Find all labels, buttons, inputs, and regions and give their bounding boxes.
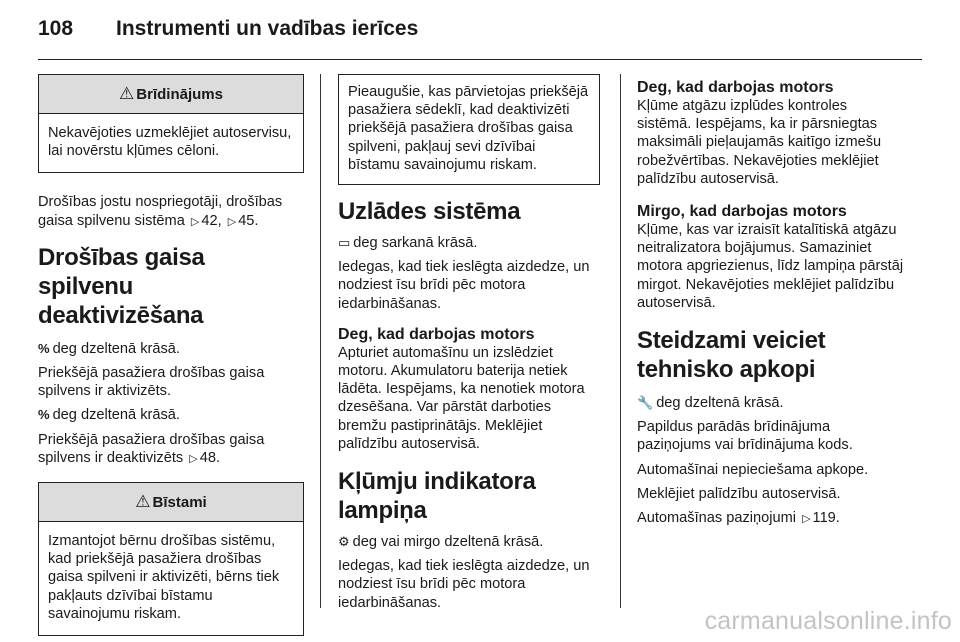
service-line: 🔧 deg dzeltenā krāsā.	[637, 395, 784, 412]
column-1	[38, 74, 304, 642]
engine-flashing-text: Kļūme, kas var izraisīt katalītiskā atgāzu neitralizatora bojājumus. Samaziniet motora apgriezienus, līdz lampiņa pārstāj mirgot. Nekavējoties meklējiet palīdzību autoservisā.	[637, 222, 904, 311]
charging-sub-text: Apturiet automašīnu un izslēdziet motoru. Akumulatoru baterija netiek lādēta. Iespējams, ka nenotiek motora dzesēšana. Var pārstāt darboties bremžu pastiprinātājs. Meklējiet palīdzību autoservisā.	[338, 344, 585, 452]
header-rule	[38, 59, 922, 60]
airbag-on-line: % deg dzeltenā krāsā.	[38, 340, 180, 357]
page-ref-icon: ▷	[802, 513, 811, 526]
airbag-off-line: % deg dzeltenā krāsā.	[38, 407, 180, 424]
airbag-off-text: Priekšējā pasažiera drošības gaisa spilvens ir deaktivizēts ▷ 48.	[38, 431, 265, 466]
engine-flashing-subheading: Mirgo, kad darbojas motors	[637, 203, 847, 221]
charging-text: Iedegas, kad tiek ieslēgta aizdedze, un nodziest īsu brīdi pēc motora iedarbināšanas.	[338, 259, 590, 312]
service-text-1: Papildus parādās brīdinājuma paziņojums vai brīdinājuma kods.	[637, 419, 853, 454]
battery-icon: ▭	[338, 235, 351, 251]
page-header	[38, 17, 418, 47]
airbag-on-icon: %	[38, 340, 50, 356]
warning-box-header	[39, 75, 303, 114]
warning-box	[38, 74, 304, 173]
column-3	[637, 74, 905, 534]
airbag-on-text: Priekšējā pasažiera drošības gaisa spilvens ir aktivizēts.	[38, 365, 265, 400]
danger-box-title: Bīstami	[152, 493, 207, 511]
page-ref-icon: ▷	[189, 452, 198, 465]
charging-system-heading: Uzlādes sistēma	[338, 198, 521, 226]
airbag-off-icon: %	[38, 407, 50, 423]
danger-box-continued	[338, 74, 600, 185]
wrench-icon: 🔧	[637, 395, 654, 411]
airbag-paragraph: Drošības jostu nospriegotāji, drošības gaisa spilvenu sistēma ▷ 42, ▷ 45.	[38, 194, 283, 229]
running-title: Instrumenti un vadības ierīces	[116, 17, 419, 40]
danger-box-text: Izmantojot bērnu drošības sistēmu, kad priekšējā pasažiera drošības gaisa spilveni ir aktivizēti, bērns tiek pakļauts dzīvībai bīstamu savainojumu riskam.	[48, 533, 280, 622]
warning-box-title: Brīdinājums	[136, 85, 223, 103]
page-number: 108	[38, 17, 74, 40]
service-text-3: Meklējiet palīdzību autoservisā.	[637, 485, 841, 502]
engine-running-subheading: Deg, kad darbojas motors	[637, 79, 834, 96]
page-ref-icon: ▷	[190, 215, 200, 228]
page-ref-icon: ▷	[227, 215, 237, 228]
column-divider-2	[620, 74, 621, 608]
mil-heading: Kļūmju indikatora lampiņa	[338, 468, 536, 525]
danger-box-header	[39, 483, 303, 522]
warning-box-text: Nekavējoties uzmeklējiet autoservisu, lai novērstu kļūmes cēloni.	[48, 125, 292, 160]
column-divider-1	[320, 74, 321, 608]
danger-box	[38, 482, 304, 636]
watermark: carmanualsonline.info	[704, 607, 952, 635]
danger-box-continued-text: Pieaugušie, kas pārvietojas priekšējā pasažiera sēdeklī, kad deaktivizēti priekšējā pasažiera drošības gaisa spilveni, pakļauj sevi dzīvībai bīstamu savainojumu riskam.	[348, 84, 589, 173]
engine-running-text: Kļūme atgāzu izplūdes kontroles sistēmā. Iespējams, ka ir pārsniegtas maksimāli pieļaujamās kaitīgo izmešu robežvērtības. Nekavējoties meklējiet palīdzību autoservisā.	[637, 98, 882, 187]
mil-line: ⚙ deg vai mirgo dzeltenā krāsā.	[338, 534, 544, 551]
warning-triangle-icon: ⚠	[119, 84, 135, 103]
service-heading: Steidzami veiciet tehnisko apkopi	[637, 327, 826, 384]
warning-triangle-icon: ⚠	[135, 492, 151, 512]
service-text-4: Automašīnas paziņojumi ▷ 119.	[637, 510, 840, 527]
airbag-deactivation-heading: Drošības gaisa spilvenu deaktivizēšana	[38, 243, 205, 329]
engine-icon: ⚙	[338, 534, 350, 550]
charging-line: ▭ deg sarkanā krāsā.	[338, 235, 478, 252]
column-2	[338, 74, 600, 618]
charging-subheading: Deg, kad darbojas motors	[338, 325, 535, 343]
service-text-2: Automašīnai nepieciešama apkope.	[637, 461, 869, 478]
mil-text: Iedegas, kad tiek ieslēgta aizdedze, un nodziest īsu brīdi pēc motora iedarbināšanas.	[338, 558, 590, 611]
